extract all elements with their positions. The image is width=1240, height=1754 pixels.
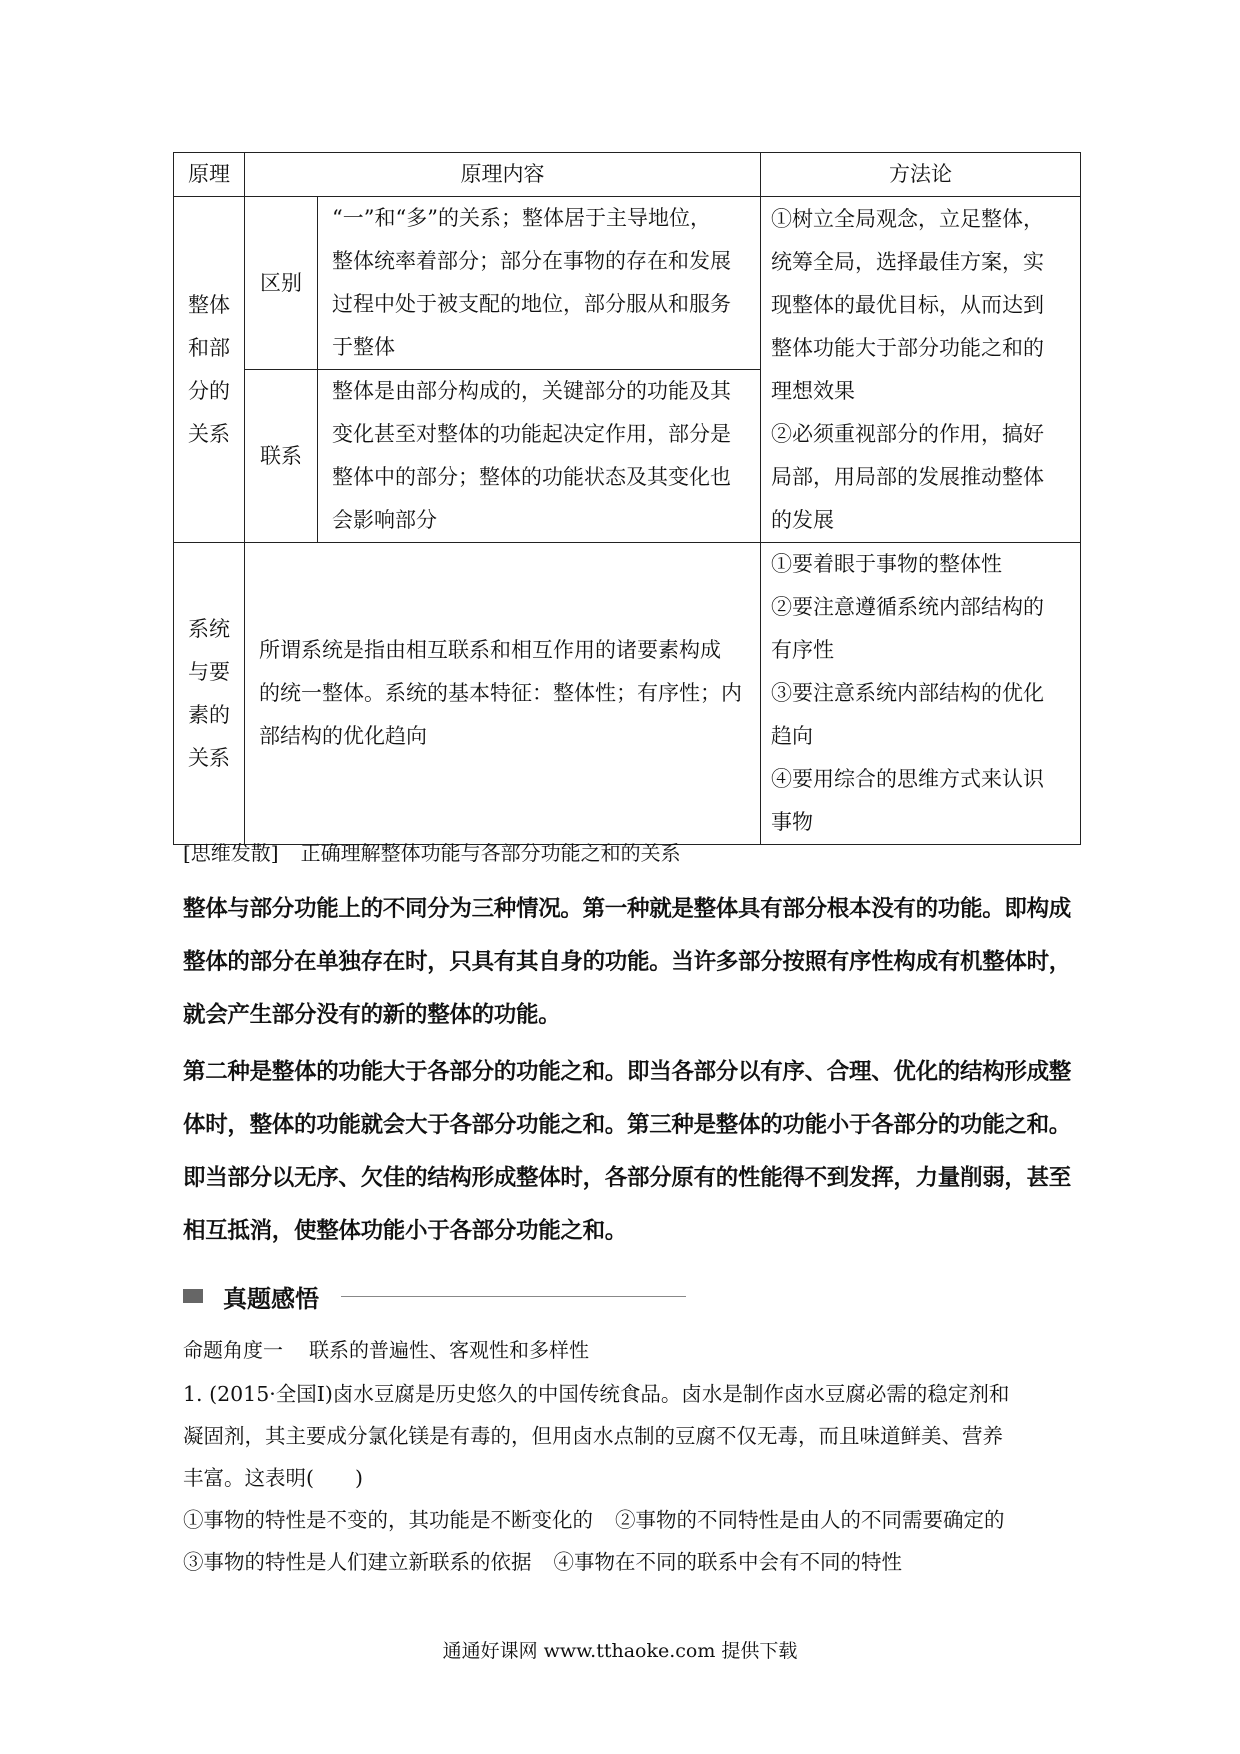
angle-label: 命题角度一	[183, 1338, 283, 1362]
principle-line: 关系	[188, 421, 230, 446]
question-options	[183, 1499, 1073, 1583]
content-system	[245, 543, 761, 845]
principle-line: 系统	[188, 616, 230, 641]
page-footer: 通通好课网 www.tthaoke.com 提供下载	[442, 1640, 798, 1662]
thinking-divergence	[183, 838, 681, 868]
header-content: 原理内容	[245, 153, 761, 197]
paragraph-line: 第二种是整体的功能大于各部分的功能之和。即当各部分以有序、合理、优化的结构形成整	[183, 1059, 1072, 1085]
principle-line: 分的	[188, 378, 230, 403]
content-difference	[318, 197, 761, 370]
question-line: 1. (2015·全国Ⅰ)卤水豆腐是历史悠久的中国传统食品。卤水是制作卤水豆腐必需的稳定剂和	[183, 1382, 1010, 1406]
content-line: 的统一整体。系统的基本特征：整体性；有序性；内	[259, 681, 742, 705]
principles-table	[173, 152, 1081, 845]
question-angle	[183, 1335, 589, 1365]
method-line: 的发展	[771, 507, 834, 532]
principle-line: 和部	[188, 335, 230, 360]
angle-text: 联系的普遍性、客观性和多样性	[309, 1338, 589, 1362]
sub-label-difference: 区别	[245, 197, 318, 370]
section-header	[183, 1276, 686, 1316]
method-line: 趋向	[771, 724, 813, 748]
method-line: 局部，用局部的发展推动整体	[771, 464, 1044, 489]
method-line: 有序性	[771, 638, 834, 662]
content-line: 变化甚至对整体的功能起决定作用，部分是	[332, 422, 731, 446]
table-header-row	[174, 153, 1081, 197]
paragraph-line: 整体的部分在单独存在时，只具有其自身的功能。当许多部分按照有序性构成有机整体时，	[183, 949, 1072, 975]
question-line: 丰富。这表明( )	[183, 1466, 363, 1490]
option-1: ①事物的特性是不变的，其功能是不断变化的	[183, 1508, 593, 1532]
content-line: 部结构的优化趋向	[259, 724, 427, 748]
content-line: 所谓系统是指由相互联系和相互作用的诸要素构成	[259, 638, 721, 662]
paragraph-line: 即当部分以无序、欠佳的结构形成整体时，各部分原有的性能得不到发挥，力量削弱，甚至	[183, 1165, 1072, 1191]
header-method: 方法论	[761, 153, 1081, 197]
option-3: ③事物的特性是人们建立新联系的依据	[183, 1550, 532, 1574]
question-1	[183, 1373, 1073, 1583]
method-system	[761, 543, 1081, 845]
method-line: ②要注意遵循系统内部结构的	[771, 595, 1044, 619]
paragraph-line: 整体与部分功能上的不同分为三种情况。第一种就是整体具有部分根本没有的功能。即构成	[183, 896, 1072, 922]
thinking-text: 正确理解整体功能与各部分功能之和的关系	[300, 841, 681, 865]
principle-line: 与要	[188, 659, 230, 684]
content-line: 整体是由部分构成的，关键部分的功能及其	[332, 379, 731, 403]
method-line: 现整体的最优目标，从而达到	[771, 292, 1044, 317]
method-line: 理想效果	[771, 378, 855, 403]
paragraph-2	[183, 1046, 1073, 1258]
content-connection	[318, 370, 761, 543]
paragraph-line: 相互抵消，使整体功能小于各部分功能之和。	[183, 1218, 628, 1244]
content-line: 整体中的部分；整体的功能状态及其变化也	[332, 465, 731, 489]
content-line: 过程中处于被支配的地位，部分服从和服务	[332, 292, 731, 316]
principle-line: 素的	[188, 702, 230, 727]
question-line: 凝固剂，其主要成分氯化镁是有毒的，但用卤水点制的豆腐不仅无毒，而且味道鲜美、营养	[183, 1424, 1003, 1448]
content-line: “一”和“多”的关系；整体居于主导地位，	[332, 206, 711, 230]
method-line: ②必须重视部分的作用，搞好	[771, 421, 1044, 446]
content-line: 于整体	[332, 335, 395, 359]
method-line: ③要注意系统内部结构的优化	[771, 681, 1044, 705]
principle-line: 关系	[188, 745, 230, 770]
content-line: 会影响部分	[332, 508, 437, 532]
option-4: ④事物在不同的联系中会有不同的特性	[553, 1550, 902, 1574]
section-bar-icon	[183, 1289, 203, 1303]
method-line: 统筹全局，选择最佳方案，实	[771, 249, 1044, 274]
paragraph-line: 体时，整体的功能就会大于各部分功能之和。第三种是整体的功能小于各部分的功能之和。	[183, 1112, 1072, 1138]
method-line: 事物	[771, 810, 813, 834]
option-2: ②事物的不同特性是由人的不同需要确定的	[615, 1508, 1005, 1532]
section-title: 真题感悟	[223, 1284, 319, 1313]
section-rule	[341, 1296, 686, 1297]
method-line: 整体功能大于部分功能之和的	[771, 335, 1044, 360]
method-line: ①树立全局观念，立足整体，	[771, 206, 1044, 231]
sub-label-connection: 联系	[245, 370, 318, 543]
table-row	[174, 197, 1081, 370]
principle-whole-part	[174, 197, 245, 543]
principle-line: 整体	[188, 292, 230, 317]
principle-system-elements	[174, 543, 245, 845]
method-whole-part	[761, 197, 1081, 543]
thinking-tag: [思维发散]	[183, 841, 279, 865]
content-line: 整体统率着部分；部分在事物的存在和发展	[332, 249, 731, 273]
paragraph-line: 就会产生部分没有的新的整体的功能。	[183, 1002, 561, 1028]
paragraph-1	[183, 883, 1073, 1042]
table-row	[174, 543, 1081, 845]
header-principle: 原理	[174, 153, 245, 197]
method-line: ④要用综合的思维方式来认识	[771, 767, 1044, 791]
method-line: ①要着眼于事物的整体性	[771, 552, 1002, 576]
